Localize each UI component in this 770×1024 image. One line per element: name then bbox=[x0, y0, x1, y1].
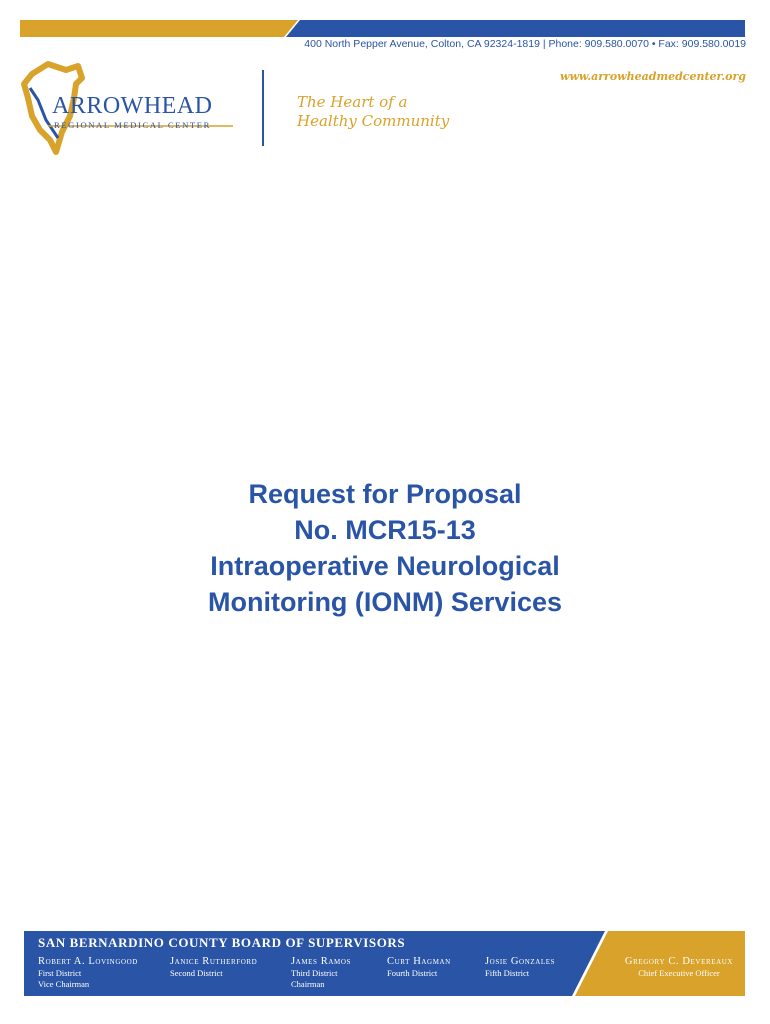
supervisor-district: Fourth District bbox=[387, 968, 438, 978]
supervisor-name: Janice Rutherford bbox=[170, 956, 258, 967]
header-color-bar bbox=[20, 20, 745, 37]
supervisor-district: Second District bbox=[170, 968, 223, 978]
supervisor-district: Fifth District bbox=[485, 968, 530, 978]
chief-executive-officer bbox=[616, 955, 742, 979]
tagline-line-1: The Heart of a bbox=[297, 93, 408, 111]
supervisor-first-district bbox=[38, 955, 138, 990]
supervisor-name: Curt Hagman bbox=[387, 956, 451, 967]
supervisor-fifth-district bbox=[485, 955, 555, 979]
tagline-line-2: Healthy Community bbox=[297, 112, 450, 130]
contact-line: 400 North Pepper Avenue, Colton, CA 92324-1819 | Phone: 909.580.0070 • Fax: 909.580.0019 bbox=[304, 38, 746, 50]
title-line: Intraoperative Neurological bbox=[210, 551, 560, 581]
supervisor-role: Vice Chairman bbox=[38, 979, 90, 989]
supervisor-fourth-district bbox=[387, 955, 451, 979]
supervisor-second-district bbox=[170, 955, 257, 979]
supervisor-third-district bbox=[291, 955, 351, 990]
header-divider bbox=[262, 70, 264, 146]
header-gold-segment bbox=[20, 20, 298, 37]
board-title: SAN BERNARDINO COUNTY BOARD OF SUPERVISORS bbox=[38, 935, 406, 950]
logo-name: ARROWHEAD bbox=[52, 93, 213, 119]
logo-subtitle: REGIONAL MEDICAL CENTER bbox=[54, 120, 211, 130]
title-line: Monitoring (IONM) Services bbox=[207, 587, 563, 617]
document-title bbox=[0, 476, 770, 620]
header-blue-segment bbox=[286, 20, 745, 37]
title-line: No. MCR15-13 bbox=[294, 515, 476, 545]
supervisor-name: Josie Gonzales bbox=[485, 956, 556, 967]
supervisor-name: James Ramos bbox=[291, 956, 351, 967]
tagline bbox=[297, 93, 449, 131]
supervisor-district: First District bbox=[38, 968, 82, 978]
executive-title: Chief Executive Officer bbox=[638, 968, 720, 978]
executive-name: Gregory C. Devereaux bbox=[624, 956, 734, 967]
website-link[interactable]: www.arrowheadmedcenter.org bbox=[559, 70, 746, 83]
title-line: Request for Proposal bbox=[248, 479, 522, 509]
supervisor-role: Chairman bbox=[291, 979, 325, 989]
supervisor-district: Third District bbox=[291, 968, 338, 978]
board-footer bbox=[24, 931, 745, 996]
supervisor-name: Robert A. Lovingood bbox=[38, 956, 138, 967]
